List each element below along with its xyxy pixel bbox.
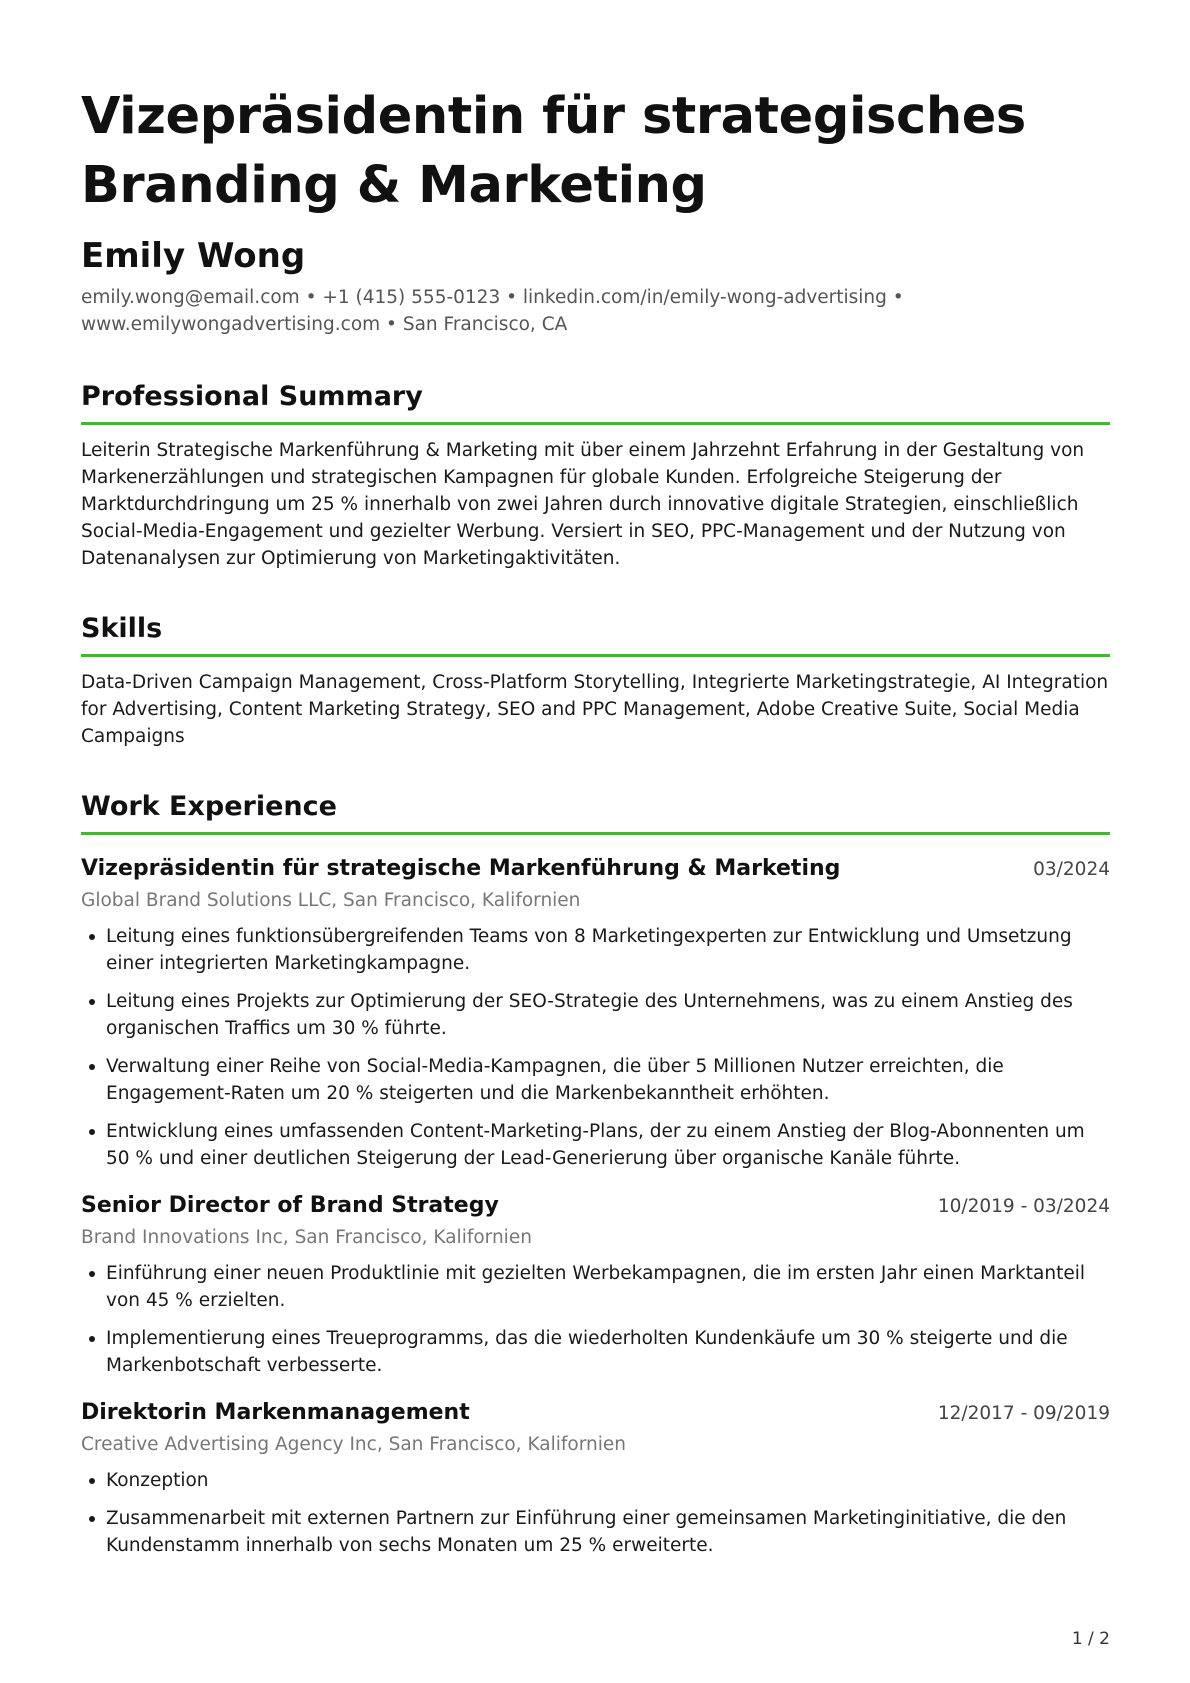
experience-section	[81, 788, 1110, 1559]
bullet-icon	[89, 1064, 95, 1070]
job-date: 03/2024	[1033, 859, 1110, 880]
job-entry	[81, 1190, 1110, 1379]
person-name: Emily Wong	[81, 236, 306, 276]
skills-section	[81, 610, 1110, 750]
bullet-icon	[89, 934, 95, 940]
bullet-item	[81, 1505, 1110, 1559]
bullet-text: Verwaltung einer Reihe von Social-Media-Kampagnen, die über 5 Millionen Nutzer erreichten, die Engagement-Raten um 20 % steigerten und die Markenbekanntheit erhöhten.	[106, 1056, 1004, 1104]
bullet-text: Implementierung eines Treueprogramms, das die wiederholten Kundenkäufe um 30 % steigerte und die Markenbotschaft verbesserte.	[106, 1328, 1068, 1376]
bullet-icon	[89, 1516, 95, 1522]
job-bullets	[81, 923, 1110, 1172]
bullet-icon	[89, 1478, 95, 1484]
job-title: Vizepräsidentin für strategische Markenführung & Marketing	[81, 856, 841, 881]
bullet-icon	[89, 1271, 95, 1277]
skills-text: Data-Driven Campaign Management, Cross-Platform Storytelling, Integrierte Marketingstrategie, AI Integration for Advertising, Content Marketing Strategy, SEO and PPC Management, Adobe Creative Suite, Social Media Campaigns	[81, 672, 1109, 747]
job-entry	[81, 1397, 1110, 1559]
job-company: Creative Advertising Agency Inc, San Francisco, Kalifornien	[81, 1434, 626, 1455]
bullet-text: Leitung eines funktionsübergreifenden Teams von 8 Marketingexperten zur Entwicklung und Umsetzung einer integrierten Marketingkampagne.	[106, 926, 1072, 974]
document-title: Vizepräsidentin für strategisches Branding & Marketing	[81, 87, 1026, 215]
summary-text: Leiterin Strategische Markenführung & Marketing mit über einem Jahrzehnt Erfahrung in der Gestaltung von Markenerzählungen und strategischen Kampagnen für globale Kunden. Erfolgreiche Steigerung der Marktdurchdringung um 25 % innerhalb von zwei Jahren durch innovative digitale Strategien, einschließlich Social-Media-Engagement und gezielter Werbung. Versiert in SEO, PPC-Management und der Nutzung von Datenanalysen zur Optimierung von Marketingaktivitäten.	[81, 440, 1085, 569]
page-number: 1 / 2	[1071, 1629, 1110, 1649]
bullet-text: Entwicklung eines umfassenden Content-Marketing-Plans, der zu einem Anstieg der Blog-Abonnenten um 50 % und einer deutlichen Steigerung der Lead-Generierung über organische Kanäle führte.	[106, 1121, 1085, 1169]
bullet-icon	[89, 999, 95, 1005]
job-header	[81, 853, 1110, 885]
bullet-text: Einführung einer neuen Produktlinie mit gezielten Werbekampagnen, die im ersten Jahr einen Marktanteil von 45 % erzielten.	[106, 1263, 1085, 1311]
bullet-text: Konzeption	[106, 1470, 209, 1491]
contact-line: www.emilywongadvertising.com • San Francisco, CA	[81, 314, 568, 335]
job-header	[81, 1397, 1110, 1429]
job-bullets	[81, 1260, 1110, 1379]
job-bullets	[81, 1467, 1110, 1559]
job-title: Direktorin Markenmanagement	[81, 1400, 470, 1425]
bullet-item	[81, 1118, 1110, 1172]
bullet-item	[81, 1467, 1110, 1494]
bullet-icon	[89, 1336, 95, 1342]
job-date: 10/2019 - 03/2024	[937, 1196, 1110, 1217]
bullet-text: Zusammenarbeit mit externen Partnern zur Einführung einer gemeinsamen Marketinginitiative, die den Kundenstamm innerhalb von sechs Monaten um 25 % erweiterte.	[106, 1508, 1067, 1556]
bullet-item	[81, 988, 1110, 1042]
contact-info	[81, 284, 1110, 338]
job-title: Senior Director of Brand Strategy	[81, 1193, 499, 1218]
summary-section	[81, 378, 1110, 572]
job-entry	[81, 853, 1110, 1172]
job-company: Global Brand Solutions LLC, San Francisco, Kalifornien	[81, 890, 581, 911]
bullet-item	[81, 1325, 1110, 1379]
section-heading: Work Experience	[81, 788, 1110, 835]
job-header	[81, 1190, 1110, 1222]
section-heading: Skills	[81, 610, 1110, 657]
bullet-icon	[89, 1129, 95, 1135]
bullet-item	[81, 1053, 1110, 1107]
bullet-item	[81, 1260, 1110, 1314]
job-company: Brand Innovations Inc, San Francisco, Kalifornien	[81, 1227, 532, 1248]
bullet-item	[81, 923, 1110, 977]
contact-line: emily.wong@email.com • +1 (415) 555-0123 • linkedin.com/in/emily-wong-advertising •	[81, 287, 904, 308]
bullet-text: Leitung eines Projekts zur Optimierung der SEO-Strategie des Unternehmens, was zu einem Anstieg des organischen Traffics um 30 % führte.	[106, 991, 1073, 1039]
job-date: 12/2017 - 09/2019	[937, 1403, 1110, 1424]
section-heading: Professional Summary	[81, 378, 1110, 425]
